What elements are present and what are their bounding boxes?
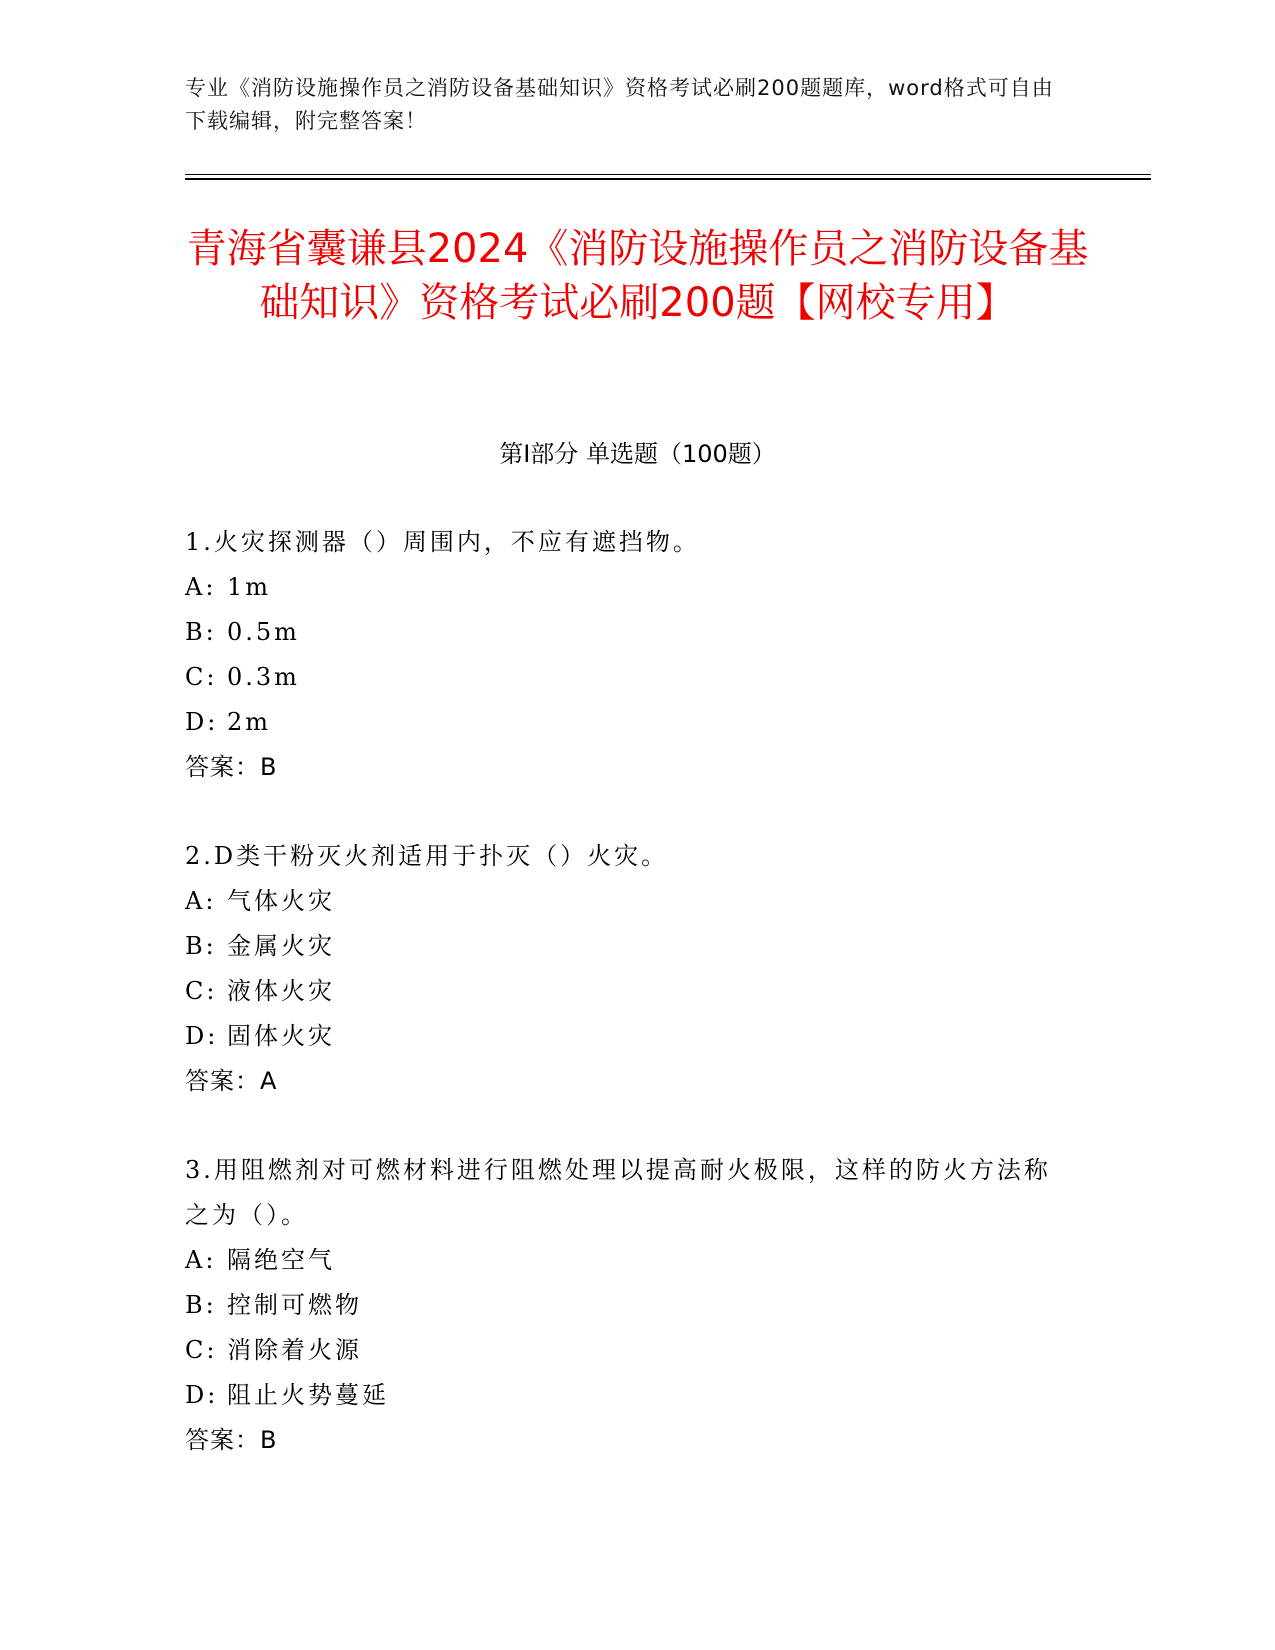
option-letter: B: xyxy=(185,618,217,646)
option-text: 控制可燃物 xyxy=(227,1291,362,1319)
option-b xyxy=(185,924,1065,969)
option-text: 0.5m xyxy=(227,618,300,646)
option-letter: C: xyxy=(185,1336,218,1364)
option-letter: C: xyxy=(185,977,218,1005)
document-title: 青海省囊谦县2024《消防设施操作员之消防设备基础知识》资格考试必刷200题【网校专用】 xyxy=(186,226,1089,326)
question-stem: 2.D类干粉灭火剂适用于扑灭（）火灾。 xyxy=(185,842,669,870)
answer-line: 答案：A xyxy=(185,1067,278,1095)
header-divider-thin xyxy=(185,174,1151,175)
option-a xyxy=(185,1238,1065,1283)
question-list xyxy=(185,520,1065,1507)
option-d xyxy=(185,1014,1065,1059)
option-a xyxy=(185,565,1065,610)
option-letter: A: xyxy=(185,1246,217,1274)
question-2 xyxy=(185,834,1065,1104)
option-a xyxy=(185,879,1065,924)
option-letter: A: xyxy=(185,887,217,915)
option-text: 隔绝空气 xyxy=(227,1246,335,1274)
option-text: 消除着火源 xyxy=(227,1336,362,1364)
option-d xyxy=(185,1373,1065,1418)
question-1 xyxy=(185,520,1065,790)
option-letter: D: xyxy=(185,708,219,736)
header-divider-thick xyxy=(185,178,1151,180)
answer-line: 答案：B xyxy=(185,753,278,781)
question-stem: 1.火灾探测器（）周围内，不应有遮挡物。 xyxy=(185,528,700,556)
option-letter: D: xyxy=(185,1022,219,1050)
answer-line: 答案：B xyxy=(185,1426,278,1454)
question-stem: 3.用阻燃剂对可燃材料进行阻燃处理以提高耐火极限，这样的防火方法称之为（）。 xyxy=(185,1156,1051,1229)
option-d xyxy=(185,700,1065,745)
option-text: 金属火灾 xyxy=(227,932,335,960)
option-b xyxy=(185,1283,1065,1328)
option-c xyxy=(185,1328,1065,1373)
option-c xyxy=(185,969,1065,1014)
question-3 xyxy=(185,1148,1065,1463)
option-text: 1m xyxy=(227,573,272,601)
option-letter: D: xyxy=(185,1381,219,1409)
option-c xyxy=(185,655,1065,700)
header-note: 专业《消防设施操作员之消防设备基础知识》资格考试必刷200题题库，word格式可自由下载编辑，附完整答案！ xyxy=(185,76,1054,133)
option-text: 0.3m xyxy=(227,663,300,691)
option-b xyxy=(185,610,1065,655)
option-text: 2m xyxy=(227,708,272,736)
option-letter: B: xyxy=(185,932,217,960)
option-letter: C: xyxy=(185,663,218,691)
option-letter: A: xyxy=(185,573,217,601)
option-text: 气体火灾 xyxy=(227,887,335,915)
option-letter: B: xyxy=(185,1291,217,1319)
option-text: 液体火灾 xyxy=(227,977,335,1005)
section-title: 第Ⅰ部分 单选题（100题） xyxy=(499,440,776,468)
option-text: 阻止火势蔓延 xyxy=(227,1381,389,1409)
option-text: 固体火灾 xyxy=(227,1022,335,1050)
